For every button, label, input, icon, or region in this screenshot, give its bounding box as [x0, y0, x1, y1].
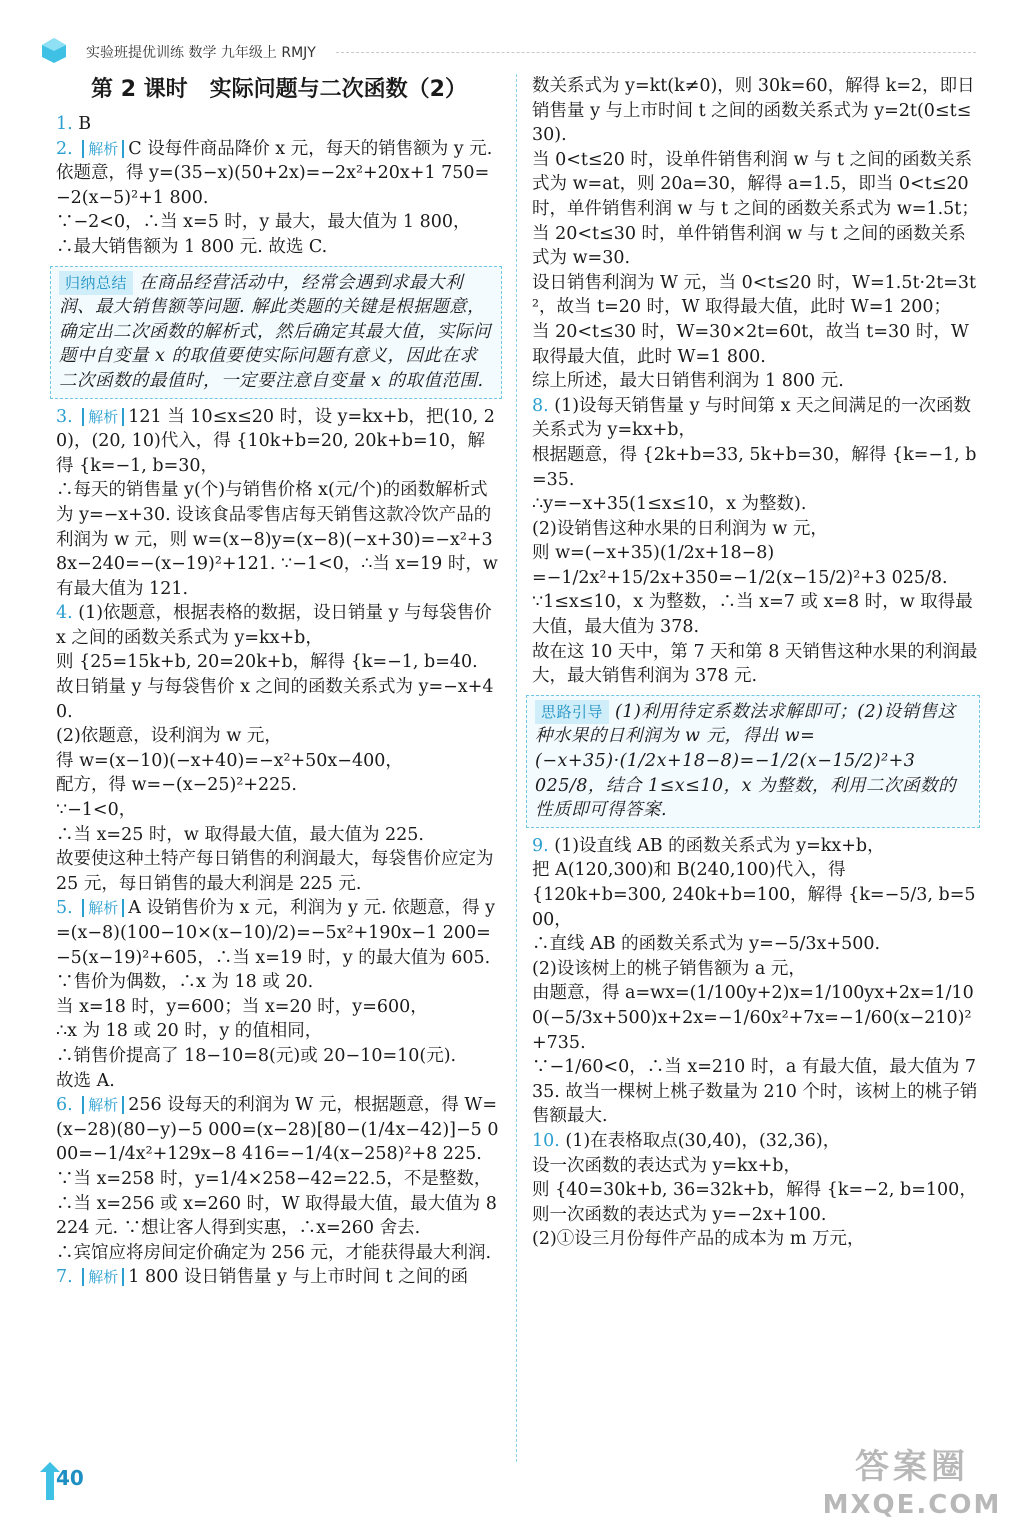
question-number: 9.	[532, 835, 555, 856]
answer-text: B	[78, 114, 92, 134]
watermark-logo-text: 答案圈	[855, 1447, 969, 1487]
answer-text: 综上所述，最大日销售利润为 1 800 元.	[532, 371, 844, 392]
answer-line	[532, 1055, 980, 1129]
answer-text: {120k+b=300, 240k+b=100，解得 {k=−5/3, b=500，	[532, 885, 976, 930]
answer-line	[56, 210, 502, 235]
question-number: 7.	[56, 1267, 79, 1288]
answer-text: (2)设该树上的桃子销售额为 a 元，	[532, 958, 806, 979]
answer-line	[532, 541, 980, 566]
answer-line	[532, 74, 980, 148]
answer-line	[532, 1203, 980, 1228]
answer-line	[56, 1044, 502, 1069]
answer-line	[56, 650, 502, 675]
question-number: 1.	[56, 114, 79, 134]
page-number: 40	[56, 1466, 84, 1490]
answer-line	[56, 1265, 502, 1290]
answer-text: A 设销售价为 x 元，利润为 y 元. 依题意，得 y=(x−8)(100−10×(x−10)/2)=−5x²+190x−1 200=−5(x−19)²+605，∴当 x=19 时，y 的最大值为 605. ∵售价为偶数，∴x 为 18 或 20.	[56, 898, 496, 993]
answer-text: 故要使这种土特产每日销售的利润最大，每袋售价应定为 25 元，每日销售的最大利润是 225 元.	[56, 849, 500, 894]
answer-line	[56, 478, 502, 601]
answer-text: 根据题意，得 {2k+b=33, 5k+b=30，解得 {k=−1, b=35.	[532, 444, 977, 490]
question-number: 8.	[532, 395, 555, 416]
answer-text: ∴y=−x+35(1≤x≤10，x 为整数).	[532, 494, 807, 515]
answer-line	[56, 601, 502, 650]
answer-text: 当 20<t≤30 时，单件销售利润 w 与 t 之间的函数关系式为 w=30.	[532, 223, 966, 269]
answer-text: ∵当 x=258 时，y=1/4×258−42=22.5，不是整数，	[56, 1168, 492, 1189]
answer-text: 256 设每天的利润为 W 元，根据题意，得 W=(x−28)(80−y)−5 000=(x−28)[80−(1/4x−42)]−5 000=−1/4x²+129x−8 416=−1/4(x−258)²+8 225.	[56, 1095, 499, 1165]
answer-text: ∴销售价提高了 18−10=8(元)或 20−10=10(元).	[56, 1045, 457, 1066]
answer-line	[532, 517, 980, 542]
answer-text: 配方，得 w=−(x−25)²+225.	[56, 775, 297, 796]
answer-text: ∴当 x=256 或 x=260 时，W 取得最大值，最大值为 8 224 元. ∵想让客人得到实惠，∴x=260 舍去.	[56, 1193, 503, 1239]
tip-text: (1)利用待定系数法求解即可；(2)设销售这种水果的日利润为 w 元，得出 w=(−x+35)·(1/2x+18−8)=−1/2(x−15/2)²+3 025/8，结合 1≤x≤10，x 为整数，利用二次函数的性质即可得答案.	[535, 701, 957, 821]
answer-line	[56, 749, 502, 774]
answer-text: 则 {40=30k+b, 36=32k+b，解得 {k=−2, b=100，	[532, 1180, 977, 1201]
answer-line	[56, 405, 502, 479]
answer-line	[532, 932, 980, 957]
answer-text: (1)在表格取点(30,40)，(32,36)，	[565, 1130, 841, 1151]
answer-line	[532, 394, 980, 443]
left-column	[56, 74, 502, 1290]
analysis-tag: 解析	[82, 899, 124, 917]
answer-line	[532, 1227, 980, 1252]
answer-text: 1 800 设日销售量 y 与上市时间 t 之间的函	[128, 1267, 469, 1288]
answer-text: 则 w=(−x+35)(1/2x+18−8)	[532, 543, 775, 564]
book-logo-icon	[40, 36, 68, 64]
answer-line	[532, 883, 980, 932]
answer-text: 则 {25=15k+b, 20=20k+b，解得 {k=−1, b=40.	[56, 652, 478, 673]
answer-line	[532, 957, 980, 982]
answer-line	[56, 896, 502, 994]
answer-line	[532, 1129, 980, 1154]
answer-line	[56, 112, 502, 137]
answer-line	[56, 1093, 502, 1167]
question-number: 6.	[56, 1095, 79, 1116]
tip-text: 在商品经营活动中，经常会遇到求最大利润、最大销售额等问题. 解此类题的关键是根据题意，确定出二次函数的解析式，然后确定其最大值，实际问题中自变量 x 的取值要使实际问题有意义，因此在求二次函数的最值时，一定要注意自变量 x 的取值范围.	[59, 272, 491, 391]
answer-line	[56, 798, 502, 823]
answer-text: ∴当 x=25 时，w 取得最大值，最大值为 225.	[56, 824, 424, 845]
answer-text: 由题意，得 a=wx=(1/100y+2)x=1/100yx+2x=1/100(−5/3x+500)x+2x=−1/60x²+7x=−1/60(x−210)²+735.	[532, 983, 974, 1053]
answer-line	[56, 1167, 502, 1192]
tip-box	[50, 266, 502, 399]
analysis-tag: 解析	[82, 140, 124, 158]
answer-text: (1)设直线 AB 的函数关系式为 y=kx+b，	[554, 835, 885, 856]
answer-text: 当 20<t≤30 时，W=30×2t=60t，故当 t=30 时，W 取得最大值，此时 W=1 800.	[532, 321, 975, 367]
answer-line	[56, 995, 502, 1020]
answer-text: (2)①设三月份每件产品的成本为 m 万元，	[532, 1229, 865, 1250]
answer-line	[56, 1019, 502, 1044]
answer-line	[532, 566, 980, 591]
question-number: 2.	[56, 138, 79, 159]
answer-line	[532, 222, 980, 271]
answer-text: 当 x=18 时，y=600；当 x=20 时，y=600，	[56, 996, 428, 1017]
question-number: 10.	[532, 1130, 566, 1151]
answer-text: ∴每天的销售量 y(个)与销售价格 x(元/个)的函数解析式为 y=−x+30. 设该食品零售店每天销售这款冷饮产品的利润为 w 元，则 w=(x−8)y=(x−8)(−x+30)=−x²+38x−240=−(x−19)²+121. ∵−1<0，∴当 x=19 时，w 有最大值为 121.	[56, 480, 504, 599]
answer-line	[532, 148, 980, 222]
answer-text: 当 0<t≤20 时，设单件销售利润 w 与 t 之间的函数关系式为 w=at，则 20a=30，解得 a=1.5，即当 0<t≤20 时，单件销售利润 w 与 t 之间的函数关系式为 w=1.5t；	[532, 149, 979, 219]
answer-line	[56, 675, 502, 724]
lesson-title: 第 2 课时 实际问题与二次函数（2）	[91, 77, 467, 102]
analysis-tag: 解析	[82, 1096, 124, 1114]
answer-line	[532, 858, 980, 883]
answer-line	[56, 773, 502, 798]
answer-line	[532, 271, 980, 320]
answer-text: 设日销售利润为 W 元，当 0<t≤20 时，W=1.5t·2t=3t²，故当 t=20 时，W 取得最大值，此时 W=1 200；	[532, 272, 977, 318]
answer-line	[532, 443, 980, 492]
answer-text: C 设每件商品降价 x 元，每天的销售额为 y 元. 依题意，得 y=(35−x)(50+2x)=−2x²+20x+1 750=−2(x−5)²+1 800.	[56, 138, 498, 208]
page-header	[40, 30, 970, 66]
answer-text: =−1/2x²+15/2x+350=−1/2(x−15/2)²+3 025/8.	[532, 567, 948, 588]
header-rule	[336, 52, 976, 53]
answer-text: 数关系式为 y=kt(k≠0)，则 30k=60，解得 k=2，即日销售量 y 与上市时间 t 之间的函数关系式为 y=2t(0≤t≤30).	[532, 76, 975, 146]
answer-text: 把 A(120,300)和 B(240,100)代入，得	[532, 860, 846, 881]
right-column	[532, 74, 980, 1252]
question-number: 4.	[56, 603, 79, 624]
tip-box	[526, 695, 980, 828]
question-number: 5.	[56, 898, 79, 919]
answer-text: 则一次函数的表达式为 y=−2x+100.	[532, 1204, 827, 1225]
answer-line	[532, 640, 980, 689]
answer-text: ∴x 为 18 或 20 时，y 的值相同，	[56, 1021, 323, 1042]
right-column-body	[532, 74, 980, 1252]
answer-text: ∴直线 AB 的函数关系式为 y=−5/3x+500.	[532, 934, 881, 955]
answer-text: (1)设每天销售量 y 与时间第 x 天之间满足的一次函数关系式为 y=kx+b，	[532, 395, 972, 441]
answer-line	[56, 724, 502, 749]
answer-line	[532, 834, 980, 859]
watermark-site: MXQE.COM	[822, 1490, 1002, 1520]
answer-text: (1)依题意，根据表格的数据，设日销量 y 与每袋售价 x 之间的函数关系式为 y=kx+b，	[56, 603, 498, 648]
answer-text: ∴宾馆应将房间定价确定为 256 元，才能获得最大利润.	[56, 1242, 492, 1263]
answer-line	[56, 235, 502, 260]
answer-text: ∵−1<0，	[56, 800, 137, 821]
analysis-tag: 解析	[82, 408, 124, 426]
watermark	[822, 1444, 1002, 1530]
answer-line	[532, 981, 980, 1055]
answer-text: (2)设销售这种水果的日利润为 w 元，	[532, 518, 828, 539]
answer-text: ∵−1/60<0，∴当 x=210 时，a 有最大值，最大值为 735. 故当一棵树上桃子数量为 210 个时，该树上的桃子销售额最大.	[532, 1057, 978, 1127]
page-number-badge	[40, 1462, 100, 1502]
answer-line	[56, 823, 502, 848]
answer-line	[532, 1178, 980, 1203]
left-column-body	[56, 112, 502, 1290]
header-series-title: 实验班提优训练 数学 九年级上 RMJY	[86, 45, 316, 61]
answer-text: (2)依题意，设利润为 w 元，	[56, 726, 282, 747]
answer-line	[532, 369, 980, 394]
answer-text: ∵−2<0，∴当 x=5 时，y 最大，最大值为 1 800，	[56, 212, 471, 233]
analysis-tag: 解析	[82, 1268, 124, 1286]
answer-line	[56, 847, 502, 896]
answer-text: ∵1≤x≤10，x 为整数，∴当 x=7 或 x=8 时，w 取得最大值，最大值为 378.	[532, 592, 973, 638]
answer-text: 121 当 10≤x≤20 时，设 y=kx+b，把(10, 20)，(20, 10)代入，得 {10k+b=20, 20k+b=10，解得 {k=−1, b=30，	[56, 406, 495, 476]
answer-line	[532, 1154, 980, 1179]
tip-label: 归纳总结	[59, 271, 133, 296]
answer-line	[56, 1241, 502, 1266]
answer-text: 设一次函数的表达式为 y=kx+b，	[532, 1155, 801, 1176]
answer-line	[532, 320, 980, 369]
answer-line	[56, 137, 502, 211]
answer-text: 故日销量 y 与每袋售价 x 之间的函数关系式为 y=−x+40.	[56, 677, 494, 722]
answer-text: ∴最大销售额为 1 800 元. 故选 C.	[56, 236, 328, 257]
column-divider	[516, 74, 517, 1462]
answer-line	[532, 590, 980, 639]
answer-line	[56, 1192, 502, 1241]
question-number: 3.	[56, 406, 79, 427]
tip-label: 思路引导	[535, 700, 609, 725]
answer-line	[56, 1069, 502, 1094]
answer-text: 得 w=(x−10)(−x+40)=−x²+50x−400，	[56, 750, 403, 771]
answer-text: 故选 A.	[56, 1070, 115, 1091]
answer-text: 故在这 10 天中，第 7 天和第 8 天销售这种水果的利润最大，最大销售利润为 378 元.	[532, 641, 978, 687]
answer-line	[532, 492, 980, 517]
